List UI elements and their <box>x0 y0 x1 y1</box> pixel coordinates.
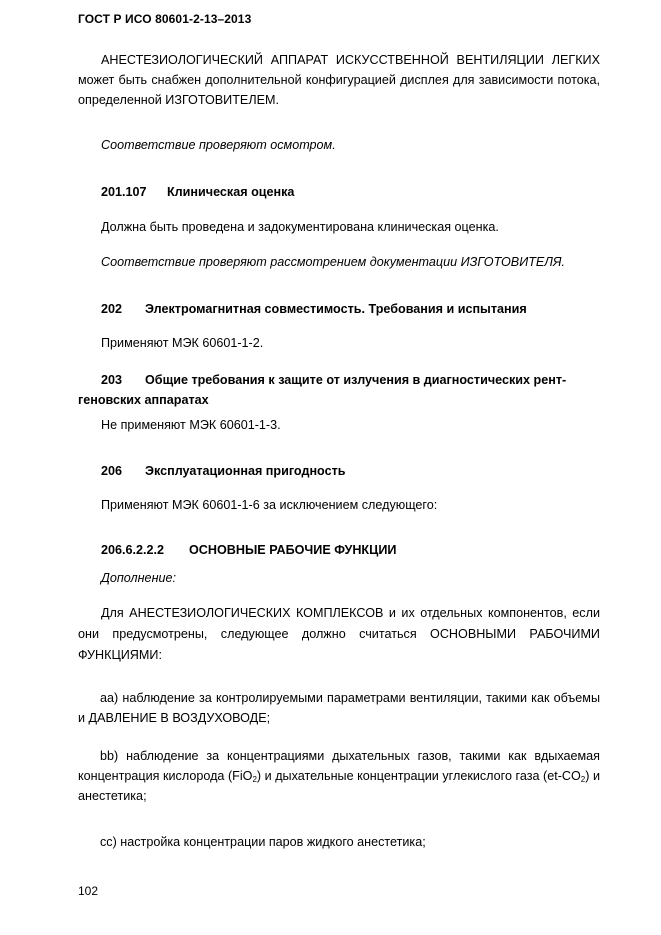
section-title: Эксплуатационная пригодность <box>145 464 346 478</box>
section-202-text: Применяют МЭК 60601-1-2. <box>101 336 264 350</box>
section-title: Электромагнитная совместимость. Требования и испытания <box>145 302 527 316</box>
page-header: ГОСТ Р ИСО 80601-2-13–2013 <box>78 12 252 26</box>
section-number: 206 <box>101 464 123 478</box>
list-item-label: cc) <box>100 835 117 849</box>
section-title: Клиническая оценка <box>167 185 295 199</box>
section-heading-206 <box>101 461 346 481</box>
list-item-text: ) и анестетика; <box>78 769 600 803</box>
list-item-label: bb) <box>100 749 119 763</box>
subscript: 2 <box>580 775 586 784</box>
section-heading-201-107 <box>101 182 294 202</box>
list-item-cc <box>78 832 600 852</box>
list-item-text: ) и дыхательные концентрации углекислого газа (et-CO <box>256 769 581 783</box>
list-item-aa <box>78 688 600 728</box>
addition-label: Дополнение: <box>101 571 177 585</box>
subscript: 2 <box>252 775 257 784</box>
list-item-label: aa) <box>100 691 119 705</box>
section-heading-202 <box>101 299 527 319</box>
section-heading-206-6-2-2-2 <box>101 540 396 560</box>
clinical-evaluation-text: Должна быть проведена и задокументирована клиническая оценка. <box>101 220 499 234</box>
list-item-text: настройка концентрации паров жидкого анестетика; <box>120 835 426 849</box>
complexes-paragraph: Для АНЕСТЕЗИОЛОГИЧЕСКИХ КОМПЛЕКСОВ и их отдельных компонентов, если они предусмотрены, следующее должно считаться ОСНОВНЫМИ РАБОЧИМИ ФУНКЦИЯМИ: <box>78 606 600 662</box>
compliance-inspection: Соответствие проверяют осмотром. <box>101 138 336 152</box>
section-title: ОСНОВНЫЕ РАБОЧИЕ ФУНКЦИИ <box>189 543 397 557</box>
section-heading-203-continued: геновских аппаратах <box>78 393 209 407</box>
page-number: 102 <box>78 884 99 898</box>
section-heading-203 <box>101 370 566 390</box>
section-203-text: Не применяют МЭК 60601-1-3. <box>101 418 281 432</box>
section-206-text: Применяют МЭК 60601-1-6 за исключением следующего: <box>101 498 438 512</box>
section-title: Общие требования к защите от излучения в диагностических рент- <box>145 373 567 387</box>
section-number: 202 <box>101 302 123 316</box>
section-number: 203 <box>101 373 123 387</box>
compliance-documentation: Соответствие проверяют рассмотрением документации ИЗГОТОВИТЕЛЯ. <box>101 255 566 269</box>
section-number: 201.107 <box>101 185 147 199</box>
section-number: 206.6.2.2.2 <box>101 543 165 557</box>
list-item-bb <box>78 746 600 806</box>
list-item-text: наблюдение за концентрациями дыхательных газов, такими как вдыхаемая концентрация кислорода (FiO <box>78 749 601 783</box>
list-item-text: наблюдение за контролируемыми параметрами вентиляции, такими как объемы и ДАВЛЕНИЕ В ВОЗДУХОВОДЕ; <box>78 691 601 725</box>
intro-paragraph: АНЕСТЕЗИОЛОГИЧЕСКИЙ АППАРАТ ИСКУССТВЕННОЙ ВЕНТИЛЯЦИИ ЛЕГКИХ может быть снабжен дополнительной конфигурацией дисплея для зависимости потока, определенной ИЗГОТОВИТЕЛЕМ. <box>78 53 600 107</box>
